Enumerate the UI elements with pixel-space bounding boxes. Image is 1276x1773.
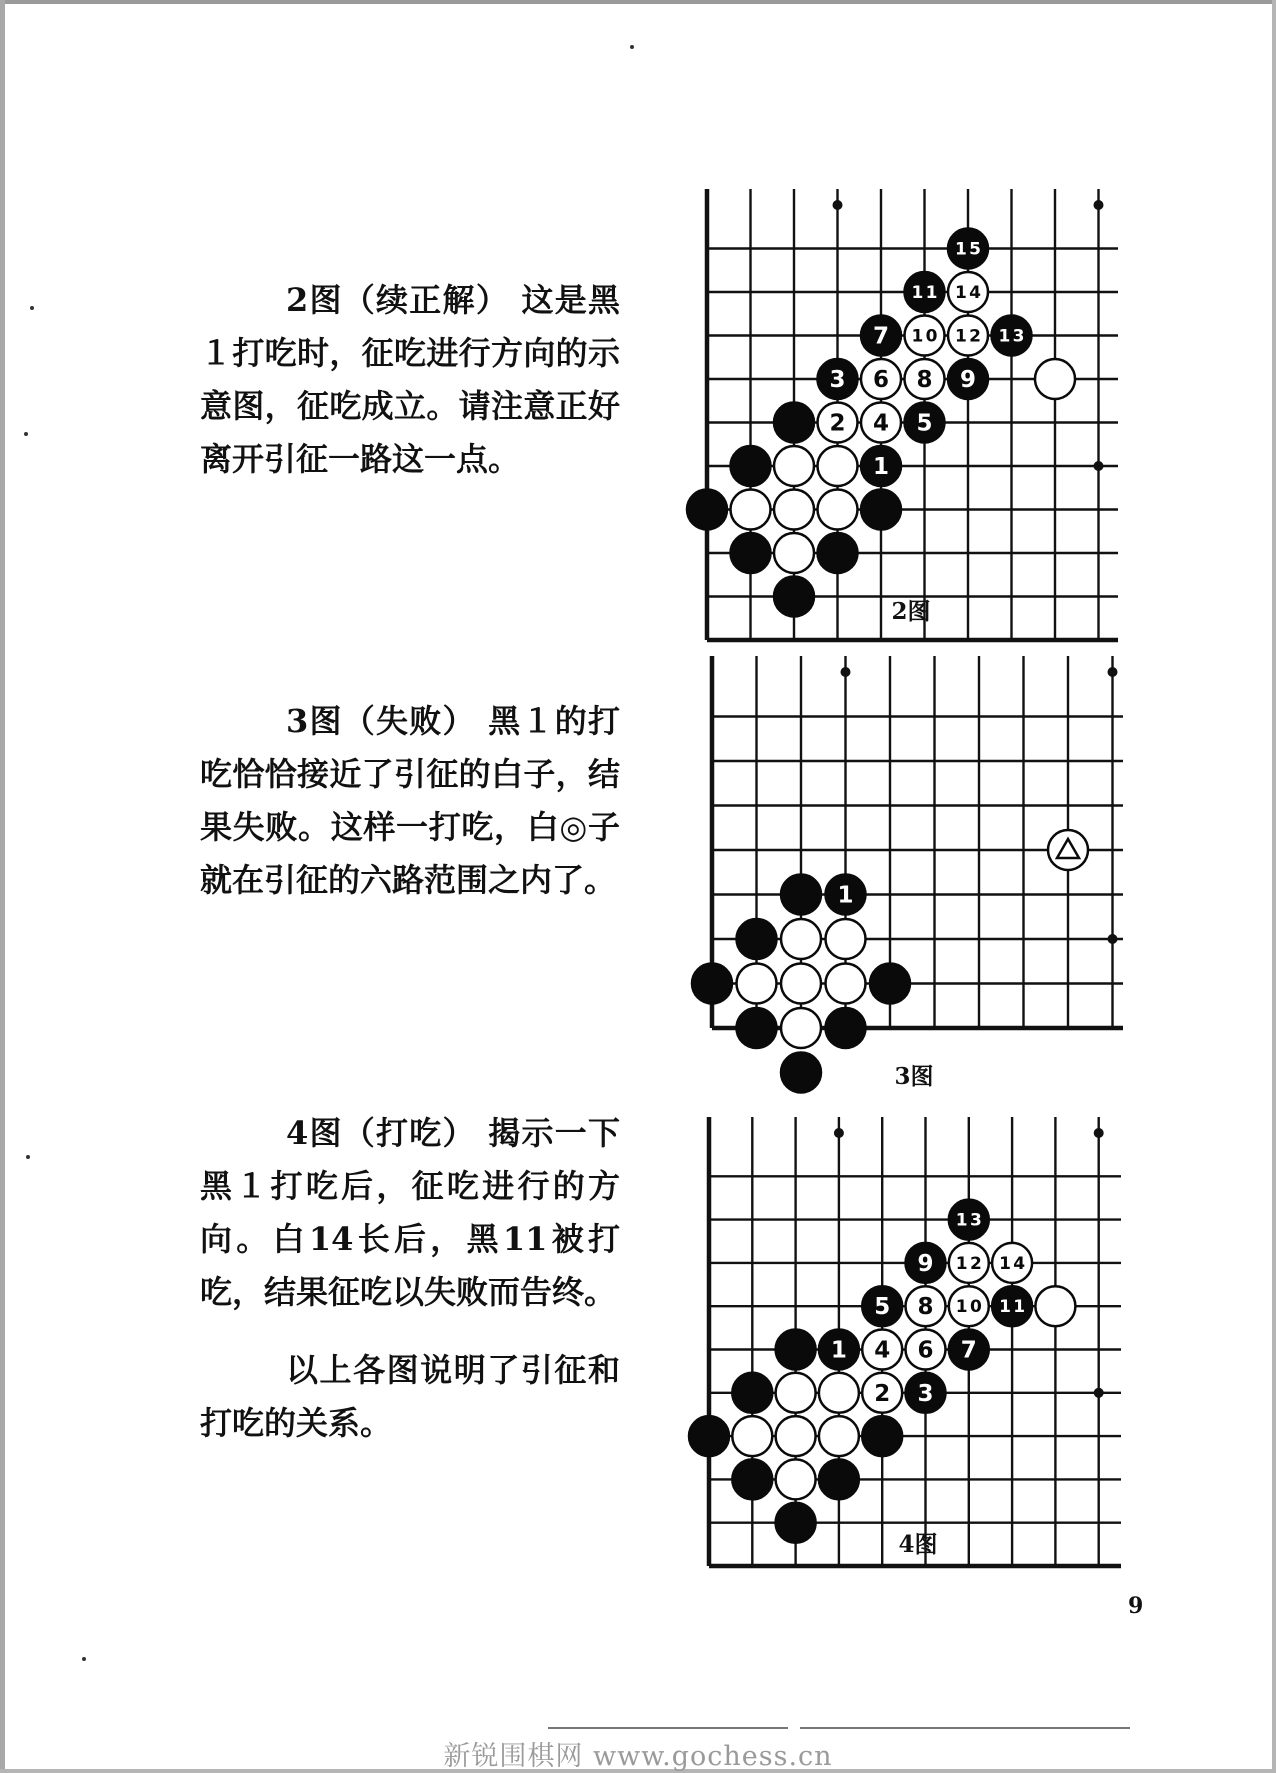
move-number: 1 (872, 454, 890, 480)
black-stone (862, 1286, 902, 1326)
move-number: 13 (955, 1210, 982, 1231)
move-number: 7 (960, 1337, 977, 1364)
black-stone (819, 1459, 859, 1499)
move-number: 14 (999, 1253, 1026, 1274)
move-number: 3 (829, 367, 846, 393)
black-stone (776, 1330, 816, 1370)
move-number: 7 (872, 323, 890, 350)
stone-body (819, 1416, 859, 1456)
stone-body (949, 1243, 989, 1283)
move-number: 1 (837, 882, 854, 909)
move-number: 9 (959, 367, 977, 393)
stone-body (732, 1459, 772, 1499)
stone-body (776, 1373, 816, 1413)
move-number: 15 (955, 239, 981, 260)
white-stone (776, 1416, 816, 1456)
stone-body (819, 1373, 859, 1413)
stone-body (732, 1416, 772, 1456)
white-stone (949, 1243, 989, 1283)
white-stone (862, 1330, 902, 1370)
conclusion-paragraph: 以上各图说明了引征和打吃的关系。 (200, 1351, 620, 1442)
black-stone (732, 1373, 772, 1413)
stone-body (819, 1459, 859, 1499)
black-stone (862, 1416, 902, 1456)
scan-speck (82, 1657, 86, 1661)
move-number: 9 (917, 1250, 934, 1277)
section-2-paragraph: 2图（续正解） 这是黑１打吃时，征吃进行方向的示意图，征吃成立。请注意正好离开引征一路这一点。 (200, 281, 620, 478)
white-stone (732, 1416, 772, 1456)
diagram-4-caption: 4图 (898, 1531, 938, 1558)
stone-body (992, 1243, 1032, 1283)
scan-speck (630, 45, 634, 49)
move-number: 14 (955, 283, 981, 303)
stone-body (949, 1200, 989, 1240)
stone-body (1035, 1286, 1075, 1326)
move-number: 8 (917, 1294, 934, 1321)
stone-body (776, 1503, 816, 1543)
black-stone (689, 1416, 729, 1456)
white-stone (819, 1416, 859, 1456)
stone-body (949, 1286, 989, 1326)
white-stone (819, 1373, 859, 1413)
move-number: 2 (874, 1380, 891, 1407)
stone-body (862, 1416, 902, 1456)
move-number: 4 (874, 1337, 891, 1364)
black-stone (949, 1330, 989, 1370)
stone-body (732, 1373, 772, 1413)
black-stone (732, 1459, 772, 1499)
watermark-text: 新锐围棋网 www.gochess.cn (443, 1741, 833, 1772)
black-stone (906, 1243, 946, 1283)
white-stone (992, 1243, 1032, 1283)
move-number: 2 (829, 410, 846, 437)
black-stone (819, 1330, 859, 1370)
scan-speck (30, 306, 34, 310)
stone-body (689, 1416, 729, 1456)
diagram-2-caption: 2图 (891, 598, 931, 625)
move-number: 6 (872, 367, 890, 393)
white-stone (776, 1373, 816, 1413)
move-number: 6 (917, 1337, 934, 1364)
stone-body (776, 1330, 816, 1370)
scan-speck (26, 1155, 30, 1159)
diagram-3-caption: 3图 (894, 1063, 934, 1090)
move-number: 11 (999, 1297, 1026, 1318)
move-number: 13 (998, 326, 1025, 347)
stone-body (776, 1416, 816, 1456)
section-3-paragraph: 3图（失败） 黑１的打吃恰恰接近了引征的白子，结果失败。这样一打吃，白◎子就在引征的六路范围之内了。 (200, 702, 620, 899)
scan-speck (24, 432, 28, 436)
move-number: 12 (955, 326, 981, 347)
black-stone (906, 1373, 946, 1413)
star-point (1094, 1388, 1104, 1398)
black-stone (776, 1503, 816, 1543)
move-number: 12 (955, 1253, 982, 1274)
move-number: 11 (911, 283, 938, 303)
black-stone (992, 1286, 1032, 1326)
white-stone (906, 1286, 946, 1326)
black-stone (949, 1200, 989, 1240)
stone-body (992, 1286, 1032, 1326)
white-stone (949, 1286, 989, 1326)
stone-body (776, 1459, 816, 1499)
footer-rule-right (800, 1727, 1130, 1729)
star-point (1094, 1128, 1104, 1138)
move-number: 10 (911, 326, 938, 347)
white-stone (862, 1373, 902, 1413)
move-number: 4 (872, 410, 890, 437)
white-stone (776, 1459, 816, 1499)
move-number: 10 (955, 1297, 982, 1318)
move-number: 3 (917, 1380, 934, 1407)
move-number: 1 (830, 1337, 847, 1364)
white-stone (906, 1330, 946, 1370)
move-number: 5 (874, 1294, 891, 1321)
white-stone (1035, 1286, 1075, 1326)
move-number: 8 (916, 367, 933, 393)
move-number: 5 (916, 410, 933, 437)
footer-rule-left (548, 1727, 788, 1729)
star-point (834, 1128, 844, 1138)
section-4-paragraph: 4图（打吃） 揭示一下黑１打吃后，征吃进行的方向。白14长后，黑11被打吃，结果征吃以失败而告终。 (200, 1114, 620, 1311)
page-number: 9 (1128, 1593, 1144, 1619)
